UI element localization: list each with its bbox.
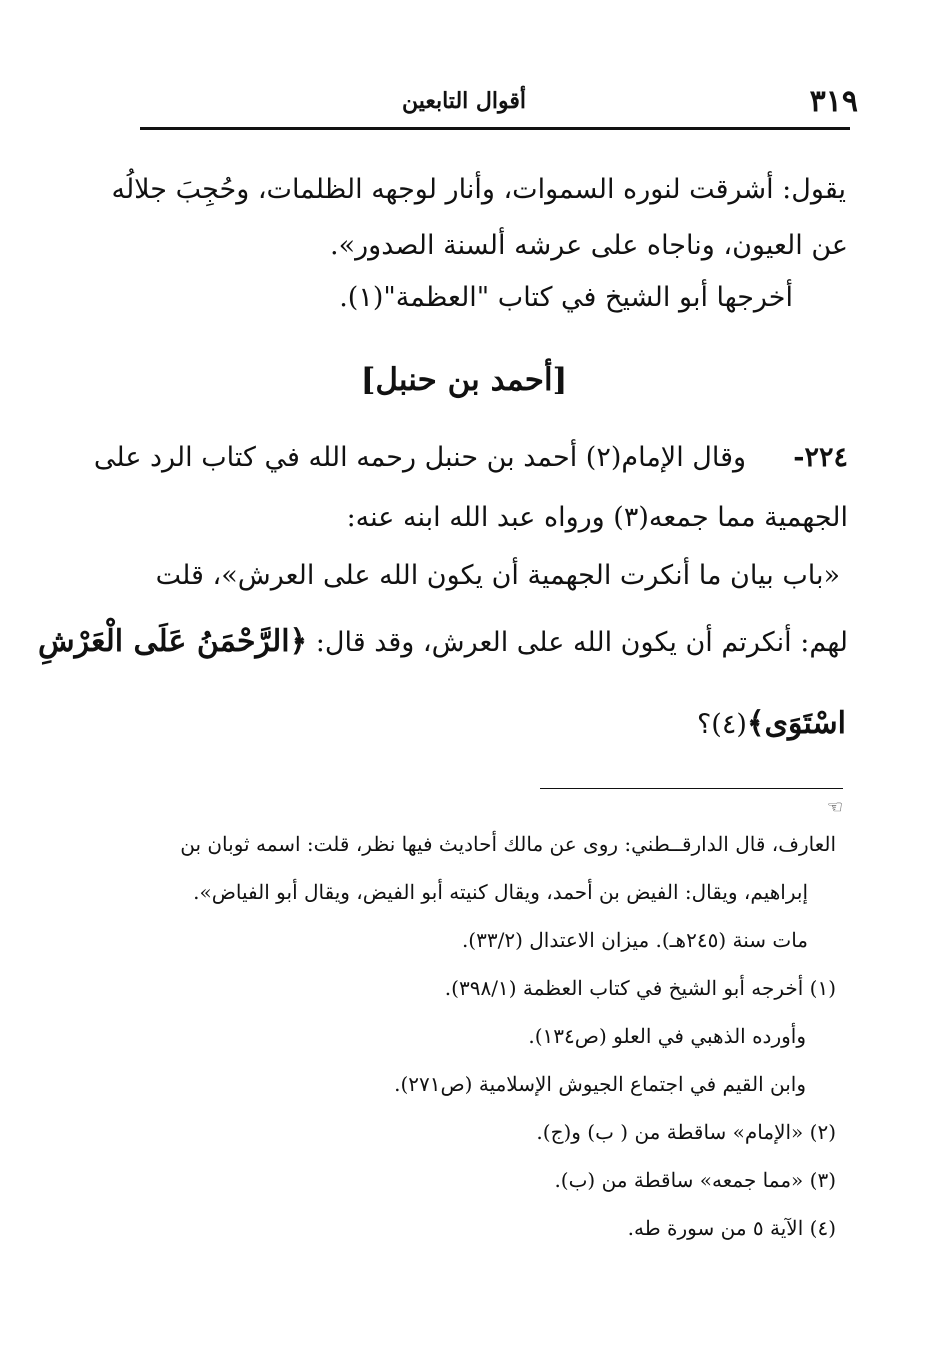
footnote-item: وابن القيم في اجتماع الجيوش الإسلامية (ص٢٧١). (394, 1072, 806, 1096)
header-rule (140, 127, 850, 130)
footnote-continuation-line: العارف، قال الدارقــطني: روى عن مالك أحاديث فيها نظر، قلت: اسمه ثوبان بن (180, 832, 836, 856)
entry-number: ٢٢٤- (793, 442, 848, 473)
entry-quran-line-2 (697, 706, 846, 741)
quran-note-ref: (٤)؟ (696, 709, 747, 740)
page-number: ٣١٩ (809, 84, 858, 119)
footnote-item: (٣) «مما جمعه» ساقطة من (ب). (554, 1168, 836, 1192)
body-line: أخرجها أبو الشيخ في كتاب "العظمة"(١). (339, 282, 793, 313)
footnote-item: وأورده الذهبي في العلو (ص١٣٤). (528, 1024, 806, 1048)
footnote-item: (١) أخرجه أبو الشيخ في كتاب العظمة (٣٩٨/١). (444, 976, 836, 1000)
body-line: يقول: أشرقت لنوره السموات، وأنار لوجهه الظلمات، وحُجِبَ جلالُه (111, 174, 846, 205)
entry-line: «باب بيان ما أنكرت الجهمية أن يكون الله على العرش»، قلت (155, 560, 840, 591)
continuation-mark-icon: ☜ (826, 797, 843, 818)
footnote-continuation-line: مات سنة (٢٤٥هـ). ميزان الاعتدال (٣٣/٢). (461, 928, 808, 952)
section-heading: [أحمد بن حنبل] (360, 362, 568, 398)
running-title: أقوال التابعين (401, 88, 527, 114)
footnote-rule (540, 788, 843, 789)
body-line: عن العيون، وناجاه على عرشه ألسنة الصدور». (330, 230, 848, 261)
entry-line: لهم: أنكرتم أن يكون الله على العرش، وقد قال: (315, 627, 848, 658)
quran-verse-part1: ﴿الرَّحْمَنُ عَلَى الْعَرْشِ (37, 624, 308, 659)
quran-verse-part2: اسْتَوَى﴾ (746, 706, 846, 741)
footnote-continuation-line: إبراهيم، ويقال: الفيض بن أحمد، ويقال كنيته أبو الفيض، ويقال أبو الفياض». (193, 880, 808, 904)
footnote-item: (٤) الآية ٥ من سورة طه. (627, 1216, 836, 1240)
entry-line: الجهمية مما جمعه(٣) ورواه عبد الله ابنه عنه: (346, 502, 848, 533)
entry-first-line (94, 442, 848, 473)
entry-quran-line (38, 624, 848, 659)
entry-line: وقال الإمام(٢) أحمد بن حنبل رحمه الله في كتاب الرد على (93, 442, 747, 473)
footnote-item: (٢) «الإمام» ساقطة من ( ب) و(ج). (536, 1120, 836, 1144)
